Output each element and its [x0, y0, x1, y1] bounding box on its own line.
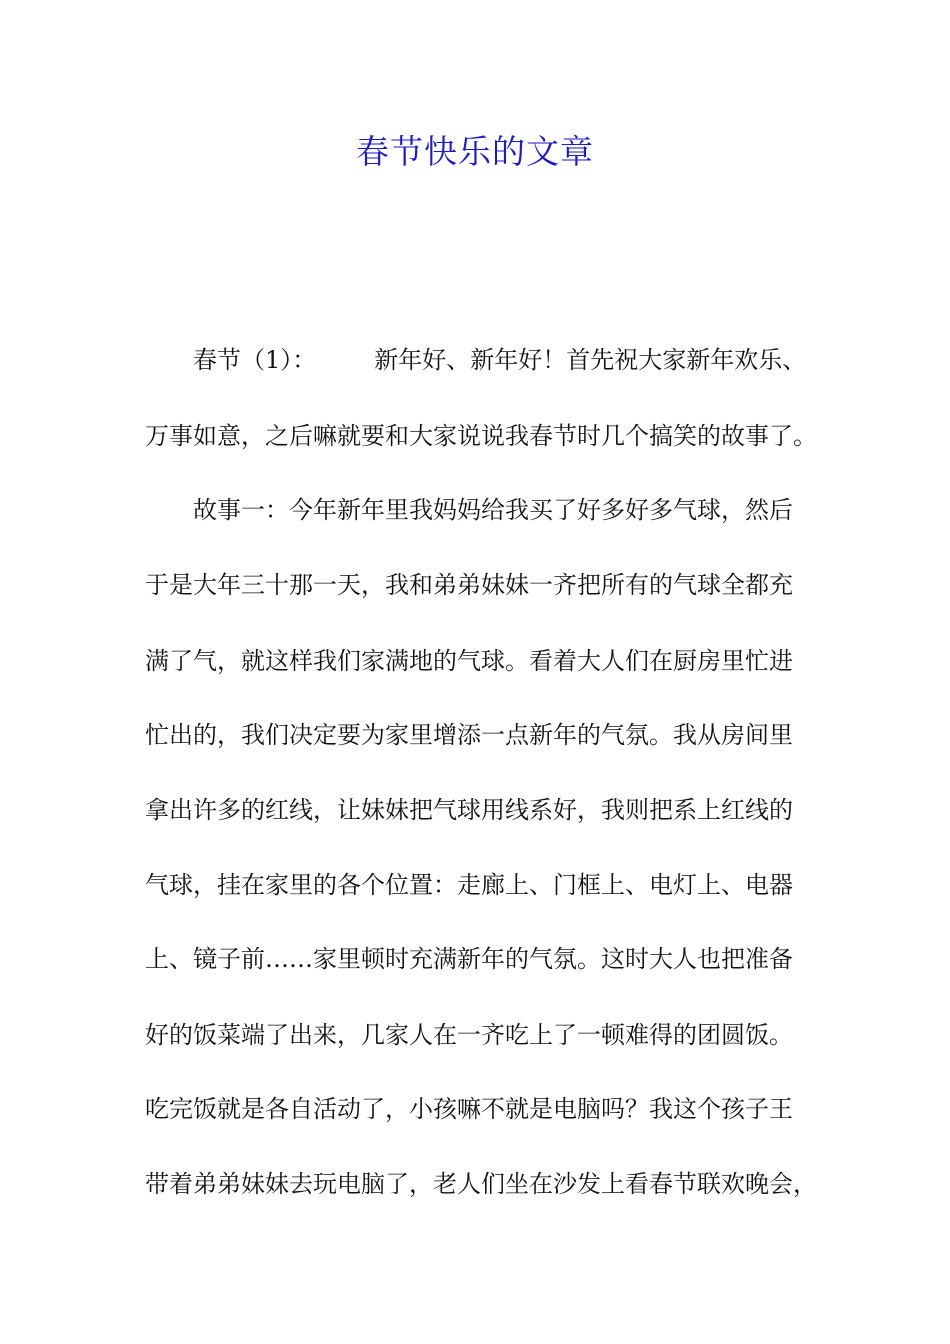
- paragraph-line-9: 上、镜子前……家里顿时充满新年的气氛。这时大人也把准备: [145, 945, 793, 973]
- paragraph-line-10: 好的饭菜端了出来，几家人在一齐吃上了一顿难得的团圆饭。: [145, 1021, 793, 1049]
- document-title: 春节快乐的文章: [356, 132, 594, 171]
- paragraph-line-7: 拿出许多的红线，让妹妹把气球用线系好，我则把系上红线的: [145, 796, 793, 824]
- section-label: 春节（1）：: [193, 346, 317, 374]
- line-text: 新年好、新年好！首先祝大家新年欢乐、: [374, 346, 807, 374]
- paragraph-line-5: 满了气，就这样我们家满地的气球。看着大人们在厨房里忙进: [145, 647, 793, 675]
- paragraph-line-6: 忙出的，我们决定要为家里增添一点新年的气氛。我从房间里: [145, 721, 793, 749]
- paragraph-line-2: 万事如意，之后嘛就要和大家说说我春节时几个搞笑的故事了。: [145, 422, 817, 450]
- paragraph-line-3: 故事一：今年新年里我妈妈给我买了好多好多气球，然后: [193, 496, 793, 524]
- paragraph-line-8: 气球，挂在家里的各个位置：走廊上、门框上、电灯上、电器: [145, 871, 793, 899]
- paragraph-line-1: [193, 340, 806, 380]
- paragraph-line-12: 带着弟弟妹妹去玩电脑了，老人们坐在沙发上看春节联欢晚会，: [145, 1170, 817, 1198]
- paragraph-line-11: 吃完饭就是各自活动了，小孩嘛不就是电脑吗？我这个孩子王: [145, 1095, 793, 1123]
- paragraph-line-4: 于是大年三十那一天，我和弟弟妹妹一齐把所有的气球全都充: [145, 571, 793, 599]
